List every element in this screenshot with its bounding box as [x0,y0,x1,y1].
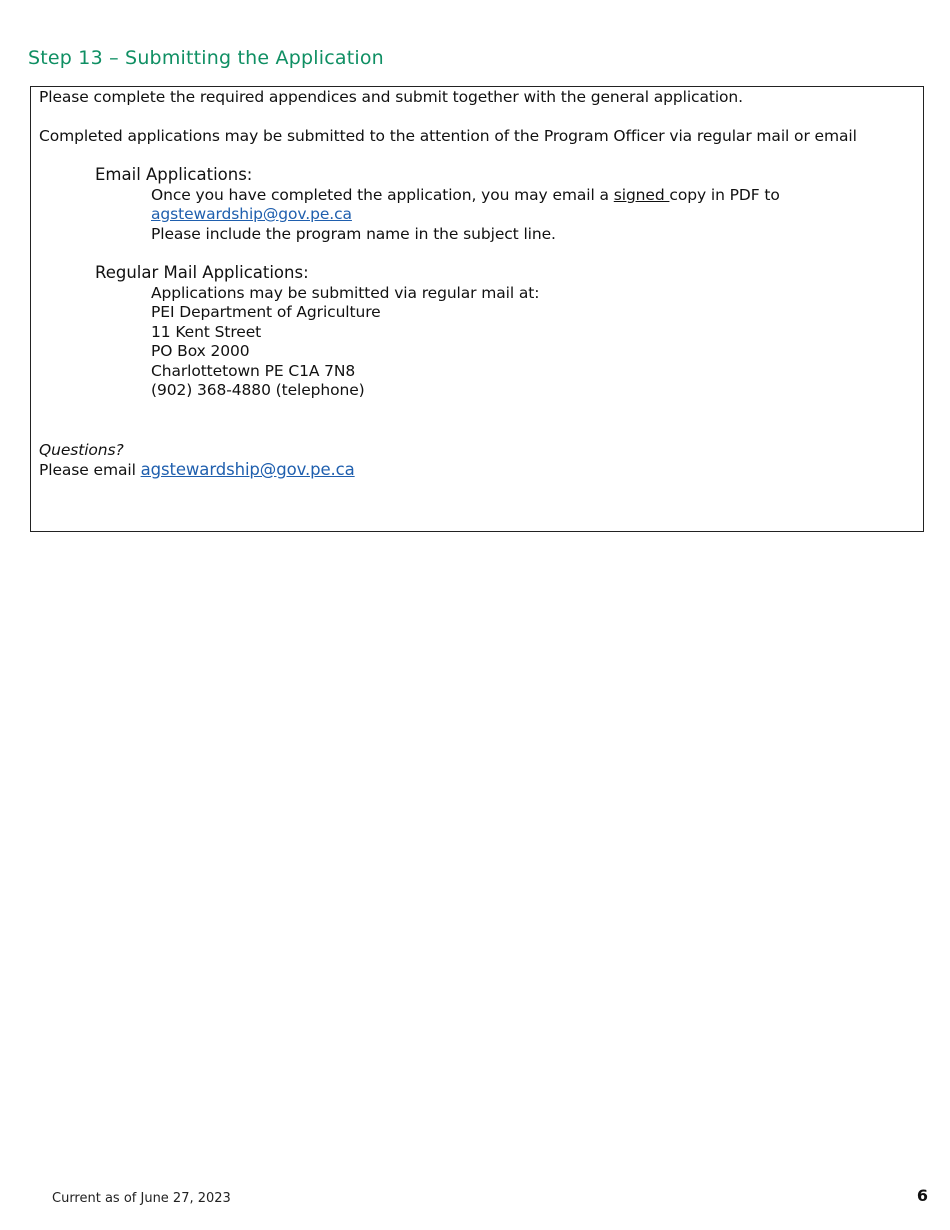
mail-line-city: Charlottetown PE C1A 7N8 [151,362,356,380]
signed-word: signed [613,186,670,204]
email-address-link[interactable]: agstewardship@gov.pe.ca [151,205,352,223]
footer-date: Current as of June 27, 2023 [52,1191,231,1206]
page-number: 6 [916,1186,928,1205]
questions-title: Questions? [39,441,124,459]
section-heading: Step 13 – Submitting the Application [28,47,384,69]
questions-line [39,460,355,480]
email-instruction-start: Once you have completed the application, you may email a [151,186,614,204]
mail-line-street: 11 Kent Street [151,323,262,341]
email-applications-title: Email Applications: [95,165,253,184]
questions-prefix: Please email [39,461,141,479]
subject-line-note: Please include the program name in the subject line. [151,225,556,243]
mail-line-telephone: (902) 368-4880 (telephone) [151,381,365,399]
mail-line-intro: Applications may be submitted via regular mail at: [151,284,540,302]
questions-email-link[interactable]: agstewardship@gov.pe.ca [140,460,355,479]
email-instruction-end: copy in PDF to [669,186,780,204]
mail-line-pobox: PO Box 2000 [151,342,250,360]
submission-box [30,86,924,532]
email-instruction [151,186,780,205]
completed-text: Completed applications may be submitted to the attention of the Program Officer via regular mail or email [39,127,857,145]
regular-mail-title: Regular Mail Applications: [95,263,309,282]
intro-text: Please complete the required appendices and submit together with the general application. [39,88,743,106]
mail-line-department: PEI Department of Agriculture [151,303,381,321]
email-link[interactable] [151,205,352,224]
